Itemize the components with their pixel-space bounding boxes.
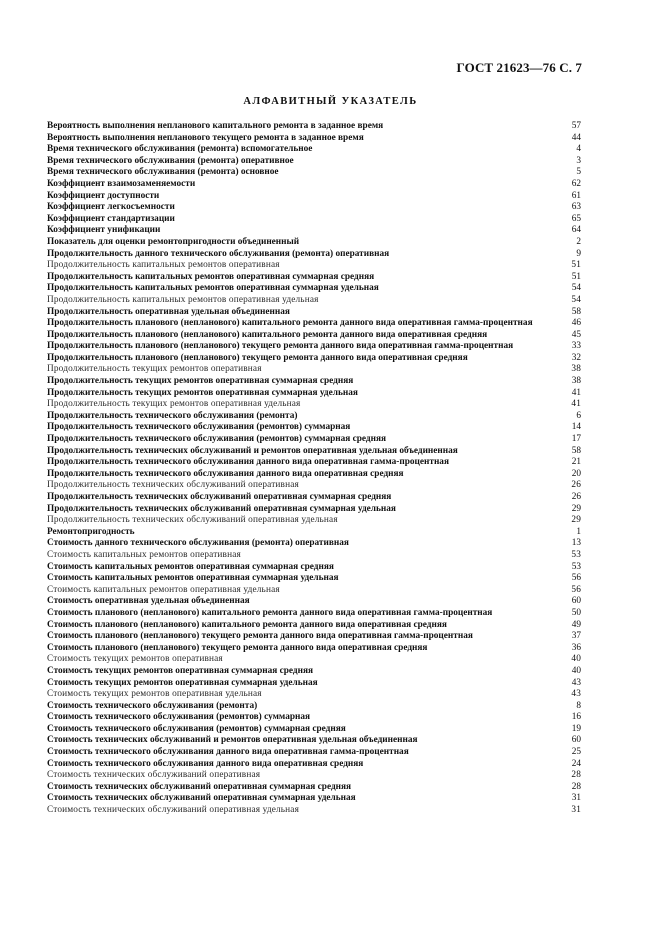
index-page-number: 54 [571,283,581,294]
index-page-number: 25 [571,747,581,758]
index-term: Продолжительность планового (непланового) капитального ремонта данного вида оперативная средняя [47,329,488,340]
index-term: Стоимость планового (непланового) капитального ремонта данного вида оперативная средняя [47,619,447,630]
index-entry [47,747,587,759]
index-term: Продолжительность технического обслуживания (ремонта) [47,410,298,421]
index-entry [47,573,587,585]
index-page-number: 14 [571,422,581,433]
index-term: Продолжительность текущих ремонтов оперативная [47,364,262,375]
index-entry [47,608,587,620]
index-entry [47,480,587,492]
index-page-number: 8 [576,700,581,711]
index-page-number: 53 [571,549,581,560]
index-entry [47,562,587,574]
index-page-number: 41 [571,387,581,398]
index-entry [47,353,587,365]
index-page-number: 51 [571,271,581,282]
index-term: Коэффициент легкосъемности [47,202,175,213]
index-entry [47,712,587,724]
page-header: ГОСТ 21623—76 С. 7 [456,60,582,75]
index-page-number: 63 [571,202,581,213]
index-term: Продолжительность планового (непланового) текущего ремонта данного вида оперативная средняя [47,352,468,363]
index-entry [47,272,587,284]
index-page-number: 36 [571,642,581,653]
index-page-number: 28 [571,781,581,792]
index-page-number: 56 [571,573,581,584]
index-entry [47,527,587,539]
index-entry [47,643,587,655]
index-entry [47,191,587,203]
index-term: Стоимость технических обслуживаний оперативная [47,770,261,781]
index-term: Стоимость текущих ремонтов оперативная [47,654,223,665]
index-term: Продолжительность текущих ремонтов оперативная удельная [47,399,301,410]
index-entry [47,596,587,608]
index-term: Продолжительность технического обслуживания данного вида оперативная средняя [47,468,404,479]
index-entry [47,179,587,191]
index-page-number: 64 [571,225,581,236]
index-page-number: 56 [571,584,581,595]
index-entry [47,585,587,597]
index-entry [47,376,587,388]
index-term: Продолжительность технических обслуживаний оперативная суммарная удельная [47,503,396,514]
index-page-number: 43 [571,677,581,688]
index-entry [47,492,587,504]
index-entry [47,538,587,550]
index-entry [47,469,587,481]
index-entry [47,295,587,307]
index-entry [47,237,587,249]
index-page-number: 29 [571,515,581,526]
index-term: Стоимость технического обслуживания (ремонтов) суммарная [47,712,311,723]
index-page-number: 17 [571,434,581,445]
index-term: Продолжительность данного технического обслуживания (ремонта) оперативная [47,248,390,259]
index-entry [47,515,587,527]
index-page-number: 45 [571,329,581,340]
index-page-number: 16 [571,712,581,723]
index-entry [47,121,587,133]
index-term: Стоимость текущих ремонтов оперативная суммарная удельная [47,677,318,688]
index-page-number: 61 [571,190,581,201]
index-entry [47,249,587,261]
index-entry [47,167,587,179]
index-term: Стоимость технических обслуживаний оперативная удельная [47,805,300,816]
index-term: Продолжительность оперативная удельная объединенная [47,306,290,317]
index-entry [47,654,587,666]
index-entry [47,307,587,319]
index-page-number: 60 [571,735,581,746]
index-term: Продолжительность текущих ремонтов оперативная суммарная удельная [47,387,358,398]
index-entry [47,225,587,237]
index-term: Время технического обслуживания (ремонта) основное [47,167,279,178]
index-term: Стоимость технических обслуживаний оперативная суммарная удельная [47,793,356,804]
index-term: Продолжительность капитальных ремонтов оперативная удельная [47,294,319,305]
index-term: Время технического обслуживания (ремонта) оперативное [47,155,294,166]
index-entry [47,735,587,747]
index-entry [47,631,587,643]
index-term: Время технического обслуживания (ремонта) вспомогательное [47,144,313,155]
index-page-number: 62 [571,178,581,189]
index-entry [47,504,587,516]
index-term: Стоимость технических обслуживаний и ремонтов оперативная удельная объединенная [47,735,418,746]
index-term: Стоимость технического обслуживания (ремонта) [47,700,258,711]
index-term: Стоимость текущих ремонтов оперативная суммарная средняя [47,665,314,676]
index-entry [47,457,587,469]
index-page-number: 46 [571,318,581,329]
index-entry [47,724,587,736]
index-term: Продолжительность технического обслуживания (ремонтов) суммарная [47,422,351,433]
index-page-number: 3 [576,155,581,166]
index-entry [47,364,587,376]
index-page-number: 58 [571,306,581,317]
index-entry [47,759,587,771]
index-entry [47,434,587,446]
index-page-number: 51 [571,260,581,271]
index-term: Коэффициент доступности [47,190,160,201]
index-page-number: 24 [571,758,581,769]
index-term: Показатель для оценки ремонтопригодности объединенный [47,236,300,247]
index-entry [47,330,587,342]
index-term: Стоимость планового (непланового) текущего ремонта данного вида оперативная гамма-процентная [47,631,473,642]
index-entry [47,701,587,713]
index-term: Продолжительность технического обслуживания (ремонтов) суммарная средняя [47,434,387,445]
index-entry [47,144,587,156]
index-entry [47,133,587,145]
index-page-number: 40 [571,665,581,676]
index-term: Продолжительность капитальных ремонтов оперативная суммарная удельная [47,283,379,294]
index-page-number: 41 [571,399,581,410]
index-page-number: 50 [571,607,581,618]
index-term: Стоимость планового (непланового) текущего ремонта данного вида оперативная средняя [47,642,428,653]
index-entry [47,678,587,690]
index-term: Коэффициент стандартизации [47,213,175,224]
index-page-number: 54 [571,294,581,305]
index-page-number: 37 [571,631,581,642]
index-page-number: 38 [571,376,581,387]
index-page-number: 13 [571,538,581,549]
index-term: Стоимость капитальных ремонтов оперативная суммарная средняя [47,561,334,572]
index-entry [47,260,587,272]
index-entry [47,446,587,458]
index-entry [47,411,587,423]
index-page-number: 31 [571,805,581,816]
page-title: АЛФАВИТНЫЙ УКАЗАТЕЛЬ [243,96,418,107]
index-entry [47,283,587,295]
index-page-number: 20 [571,468,581,479]
index-term: Стоимость планового (непланового) капитального ремонта данного вида оперативная гамма-процентная [47,607,493,618]
index-page-number: 9 [576,248,581,259]
index-page-number: 4 [576,144,581,155]
index-page-number: 33 [571,341,581,352]
index-page-number: 65 [571,213,581,224]
index-list [47,121,587,817]
index-entry [47,620,587,632]
index-entry [47,399,587,411]
index-term: Стоимость оперативная удельная объединенная [47,596,250,607]
index-entry [47,318,587,330]
index-page-number: 26 [571,492,581,502]
index-page-number: 21 [571,457,581,468]
index-page-number: 28 [571,770,581,781]
index-page-number: 49 [571,619,581,630]
index-entry [47,156,587,168]
index-term: Продолжительность технических обслуживаний оперативная [47,480,299,491]
index-page-number: 26 [571,480,581,491]
index-term: Продолжительность технических обслуживаний и ремонтов оперативная удельная объединенная [47,445,458,456]
index-page-number: 60 [571,596,581,607]
index-page-number: 43 [571,689,581,700]
index-page-number: 58 [571,445,581,456]
index-term: Продолжительность планового (непланового) капитального ремонта данного вида оперативная гамма-процентная [47,318,533,329]
index-term: Коэффициент взаимозаменяемости [47,178,196,189]
index-term: Стоимость капитальных ремонтов оперативная удельная [47,584,280,595]
index-term: Стоимость технического обслуживания (ремонтов) суммарная средняя [47,723,346,734]
index-term: Вероятность выполнения непланового текущего ремонта в заданное время [47,132,364,143]
index-entry [47,422,587,434]
index-term: Стоимость технического обслуживания данного вида оперативная гамма-процентная [47,747,409,758]
index-page-number: 29 [571,503,581,514]
index-page-number: 32 [571,352,581,363]
index-page-number: 31 [571,793,581,804]
index-entry [47,805,587,817]
index-entry [47,388,587,400]
index-page-number: 6 [576,410,581,421]
index-term: Продолжительность технических обслуживаний оперативная удельная [47,515,338,526]
index-page-number: 19 [571,723,581,734]
index-term: Стоимость текущих ремонтов оперативная удельная [47,689,262,700]
index-term: Продолжительность капитальных ремонтов оперативная [47,260,280,271]
index-page-number: 38 [571,364,581,375]
index-term: Стоимость данного технического обслуживания (ремонта) оперативная [47,538,349,549]
index-entry [47,770,587,782]
index-term: Ремонтопригодность [47,526,135,537]
index-term: Стоимость технических обслуживаний оперативная суммарная средняя [47,781,352,792]
index-entry [47,214,587,226]
index-entry [47,689,587,701]
index-entry [47,341,587,353]
index-entry [47,793,587,805]
index-entry [47,202,587,214]
index-page-number: 53 [571,561,581,572]
index-term: Продолжительность текущих ремонтов оперативная суммарная средняя [47,376,354,387]
index-page-number: 40 [571,654,581,665]
index-term: Стоимость капитальных ремонтов оперативная [47,549,241,560]
index-term: Вероятность выполнения непланового капитального ремонта в заданное время [47,121,384,131]
index-page-number: 57 [571,121,581,131]
index-page-number: 5 [576,167,581,178]
index-term: Коэффициент унификации [47,225,161,236]
index-term: Продолжительность технических обслуживаний оперативная суммарная средняя [47,492,392,502]
index-entry [47,550,587,562]
index-term: Продолжительность технического обслуживания данного вида оперативная гамма-процентная [47,457,449,468]
index-page-number: 1 [576,526,581,537]
index-page-number: 44 [571,132,581,143]
index-term: Стоимость технического обслуживания данного вида оперативная средняя [47,758,364,769]
index-entry [47,666,587,678]
index-term: Продолжительность капитальных ремонтов оперативная суммарная средняя [47,271,375,282]
index-entry [47,782,587,794]
index-page-number: 2 [576,236,581,247]
index-term: Стоимость капитальных ремонтов оперативная суммарная удельная [47,573,339,584]
index-term: Продолжительность планового (непланового) текущего ремонта данного вида оперативная гамма-процентная [47,341,514,352]
